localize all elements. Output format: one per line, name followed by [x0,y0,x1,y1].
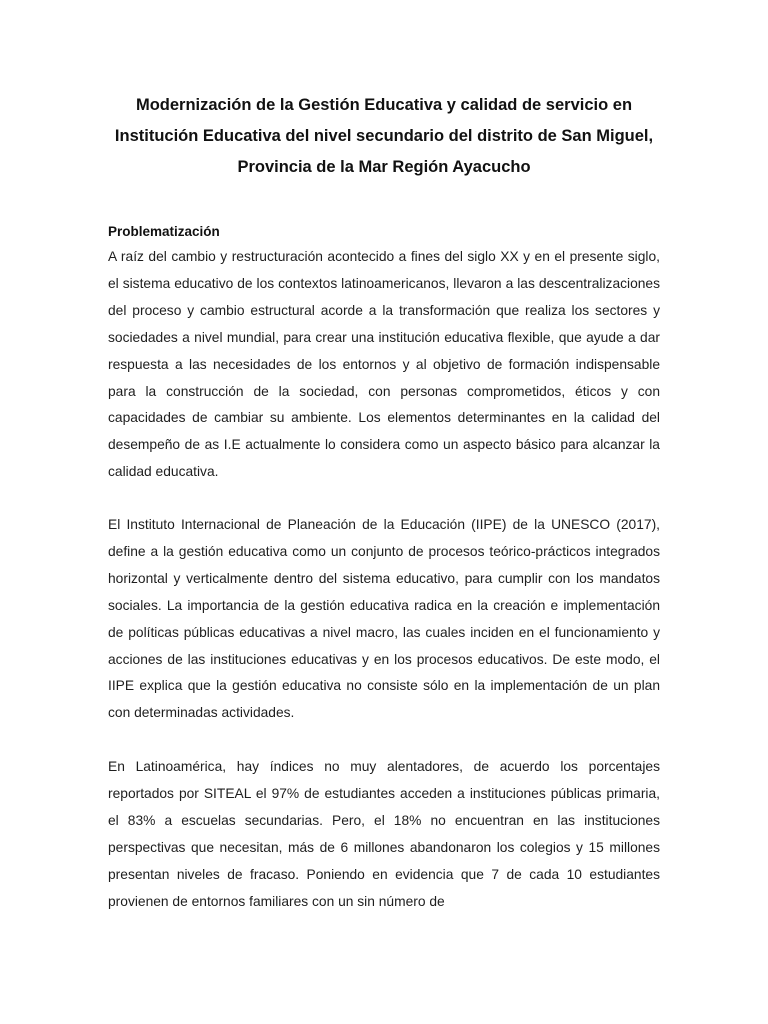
section-heading: Problematización [108,224,220,239]
document-title: Modernización de la Gestión Educativa y calidad de servicio en Institución Educativa del nivel secundario del distrito de San Miguel, Provincia de la Mar Región Ayacucho [114,96,654,176]
body-paragraph-3: En Latinoamérica, hay índices no muy alentadores, de acuerdo los porcentajes reportados por SITEAL el 97% de estudiantes acceden a instituciones públicas primaria, el 83% a escuelas secundarias. Pero, el 18% no encuentran en las instituciones perspectivas que necesitan, más de 6 millones abandonaron los colegios y 15 millones presentan niveles de fracaso. Poniendo en evidencia que 7 de cada 10 estudiantes provienen de entornos familiares con un sin número de [108,759,660,909]
body-paragraph-2: El Instituto Internacional de Planeación de la Educación (IIPE) de la UNESCO (2017), define a la gestión educativa como un conjunto de procesos teórico-prácticos integrados horizontal y verticalmente dentro del sistema educativo, para cumplir con los mandatos sociales. La importancia de la gestión educativa radica en la creación e implementación de políticas públicas educativas a nivel macro, las cuales inciden en el funcionamiento y acciones de las instituciones educativas y en los procesos educativos. De este modo, el IIPE explica que la gestión educativa no consiste sólo en la implementación de un plan con determinadas actividades. [108,517,660,721]
body-paragraph-1: A raíz del cambio y restructuración acontecido a fines del siglo XX y en el presente siglo, el sistema educativo de los contextos latinoamericanos, llevaron a las descentralizaciones del proceso y cambio estructural acorde a la transformación que realiza los sectores y sociedades a nivel mundial, para crear una institución educativa flexible, que ayude a dar respuesta a las necesidades de los entornos y al objetivo de formación indispensable para la construcción de la sociedad, con personas comprometidos, éticos y con capacidades de cambiar su ambiente. Los elementos determinantes en la calidad del desempeño de as I.E actualmente lo considera como un aspecto básico para alcanzar la calidad educativa. [108,249,660,480]
